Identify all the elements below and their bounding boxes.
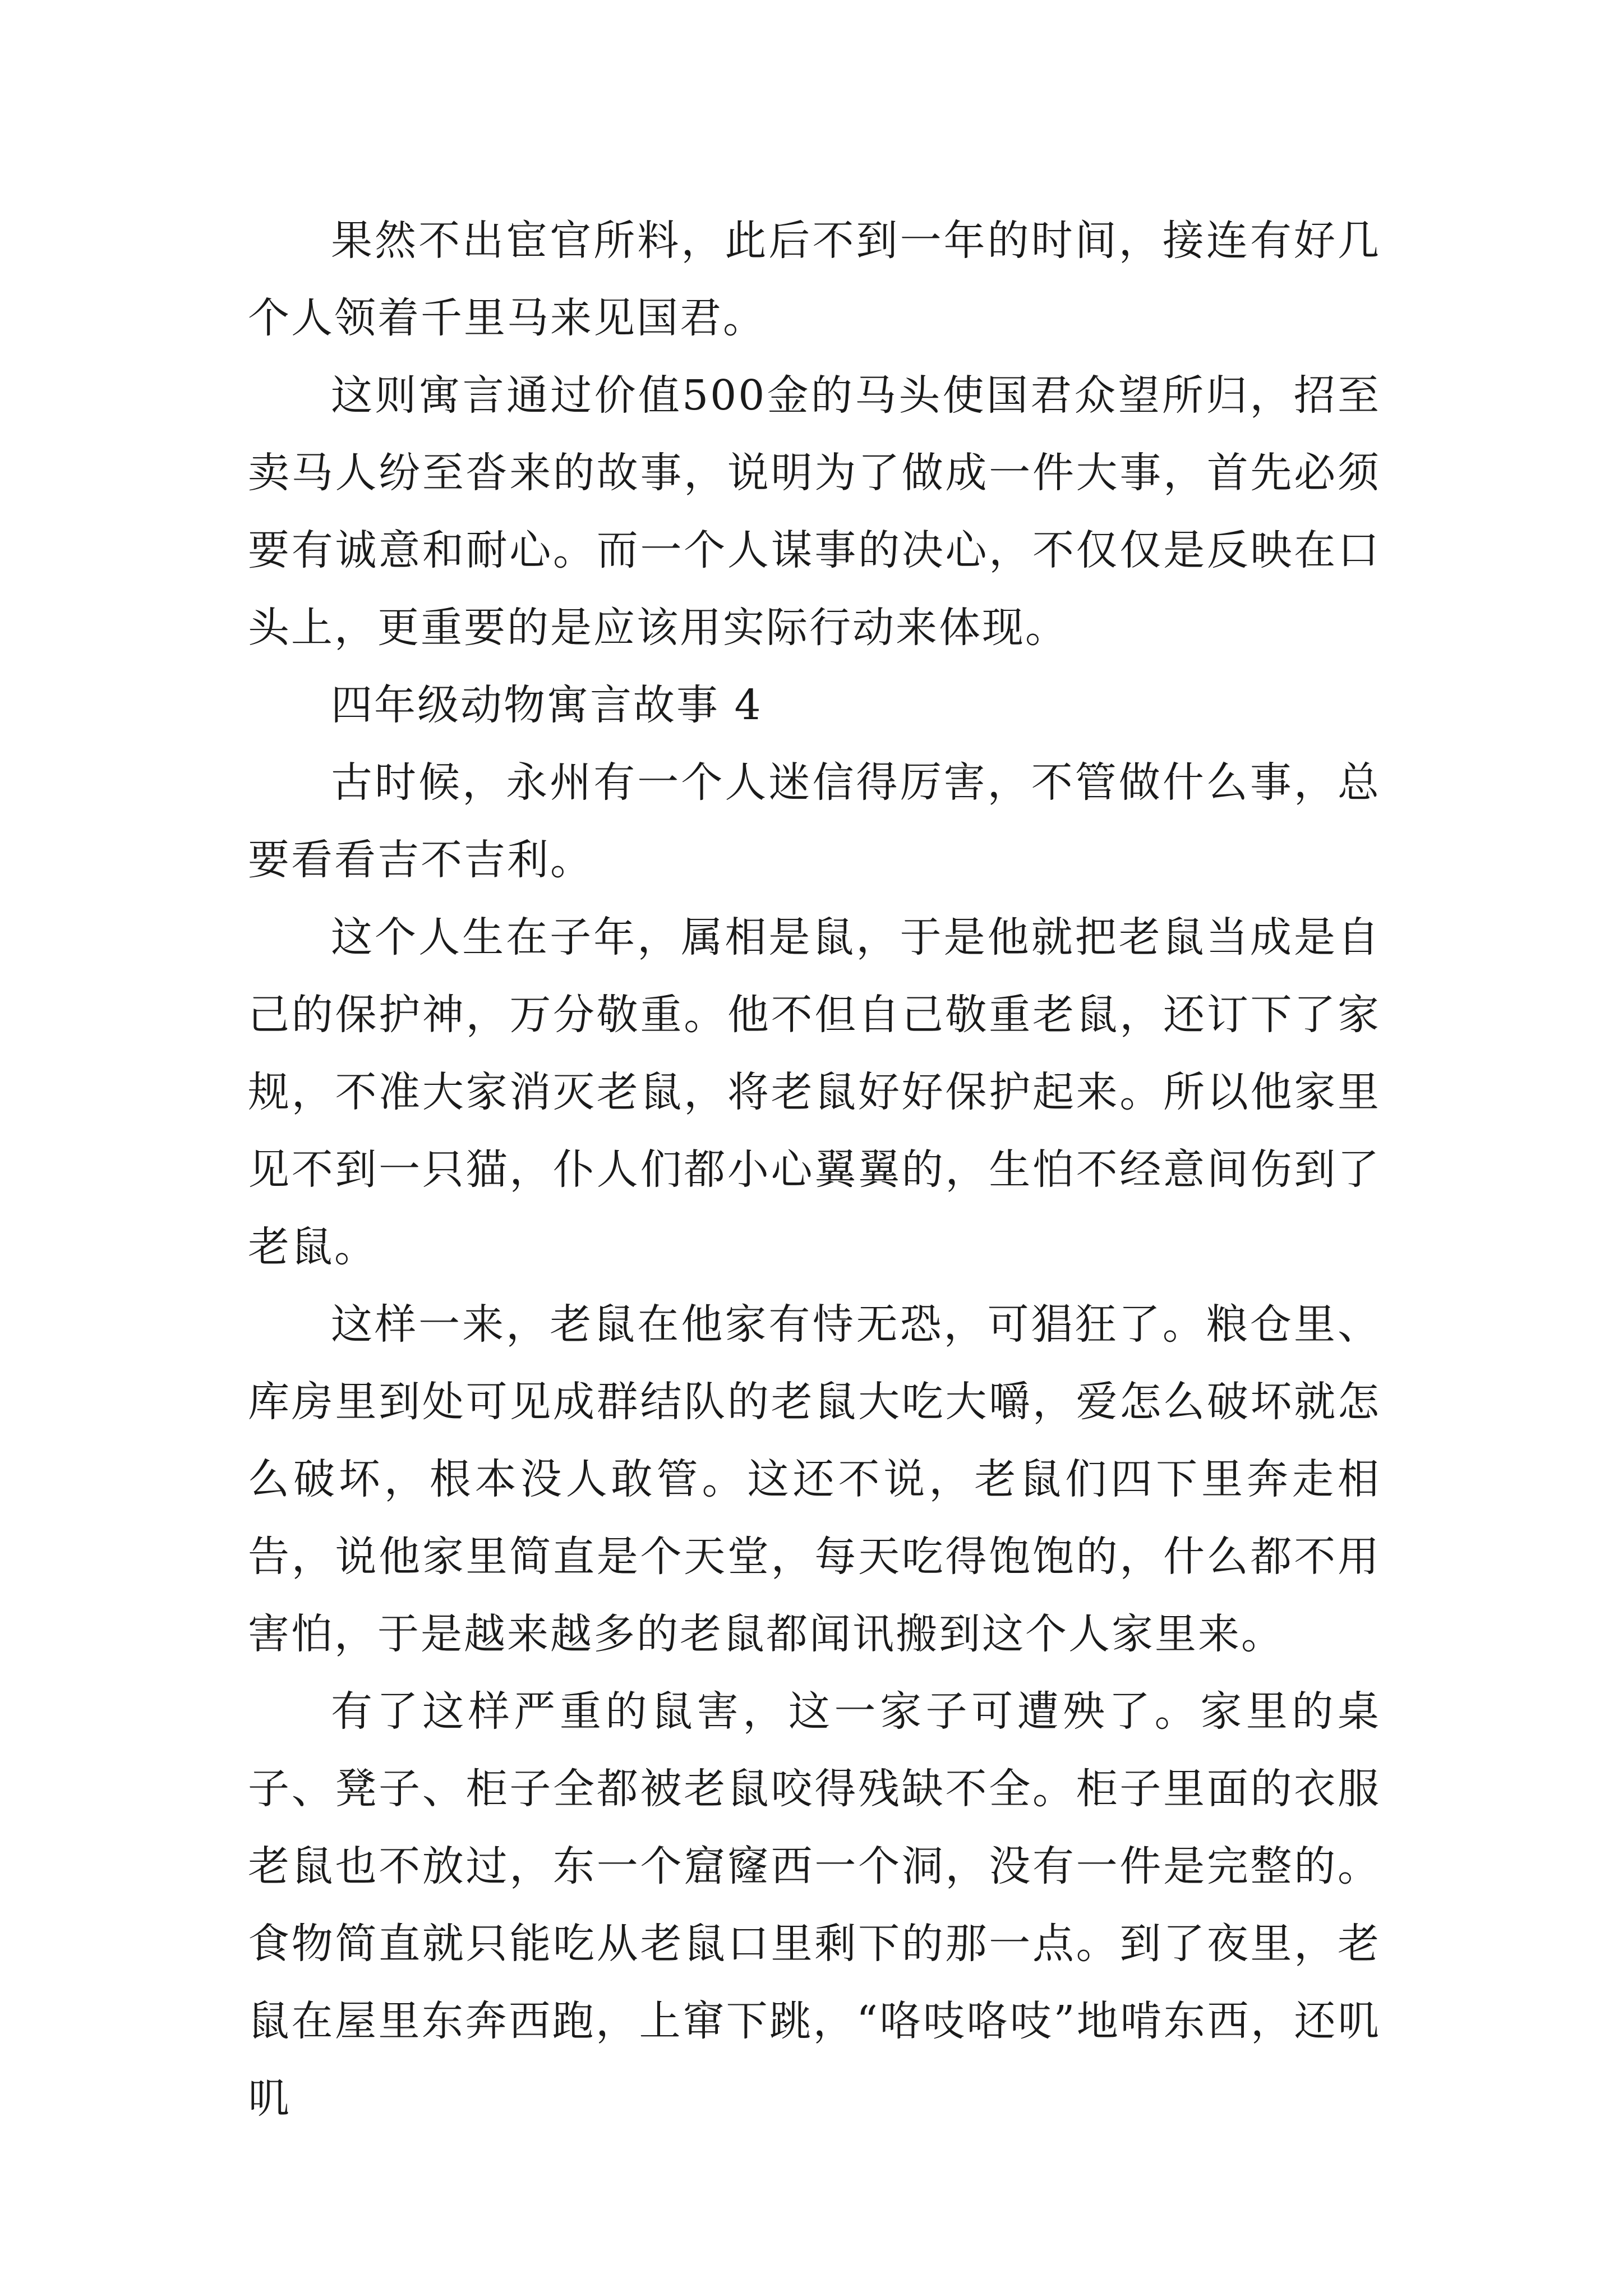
paragraph-3: 古时候，永州有一个人迷信得厉害，不管做什么事，总要看看吉不吉利。 <box>248 758 1381 884</box>
section-heading: 四年级动物寓言故事 4 <box>331 681 763 729</box>
document-body <box>248 202 1381 2137</box>
paragraph-5: 这样一来，老鼠在他家有恃无恐，可猖狂了。粮仓里、库房里到处可见成群结队的老鼠大吃大嚼，爱怎么破坏就怎么破坏，根本没人敢管。这还不说，老鼠们四下里奔走相告，说他家里简直是个天堂，每天吃得饱饱的，什么都不用害怕，于是越来越多的老鼠都闻讯搬到这个人家里来。 <box>248 1300 1381 1658</box>
paragraph-6: 有了这样严重的鼠害，这一家子可遭殃了。家里的桌子、凳子、柜子全都被老鼠咬得残缺不全。柜子里面的衣服老鼠也不放过，东一个窟窿西一个洞，没有一件是完整的。食物简直就只能吃从老鼠口里剩下的那一点。到了夜里，老鼠在屋里东奔西跑，上窜下跳，“咯吱咯吱”地啃东西，还叽叽 <box>248 1687 1381 2123</box>
paragraph-4: 这个人生在子年，属相是鼠，于是他就把老鼠当成是自己的保护神，万分敬重。他不但自己敬重老鼠，还订下了家规，不准大家消灭老鼠，将老鼠好好保护起来。所以他家里见不到一只猫，仆人们都小心翼翼的，生怕不经意间伤到了老鼠。 <box>248 913 1381 1271</box>
paragraph-1: 果然不出宦官所料，此后不到一年的时间，接连有好几个人领着千里马来见国君。 <box>248 217 1381 342</box>
paragraph-2: 这则寓言通过价值500金的马头使国君众望所归，招至卖马人纷至沓来的故事，说明为了做成一件大事，首先必须要有诚意和耐心。而一个人谋事的决心，不仅仅是反映在口头上，更重要的是应该用实际行动来体现。 <box>248 371 1381 652</box>
